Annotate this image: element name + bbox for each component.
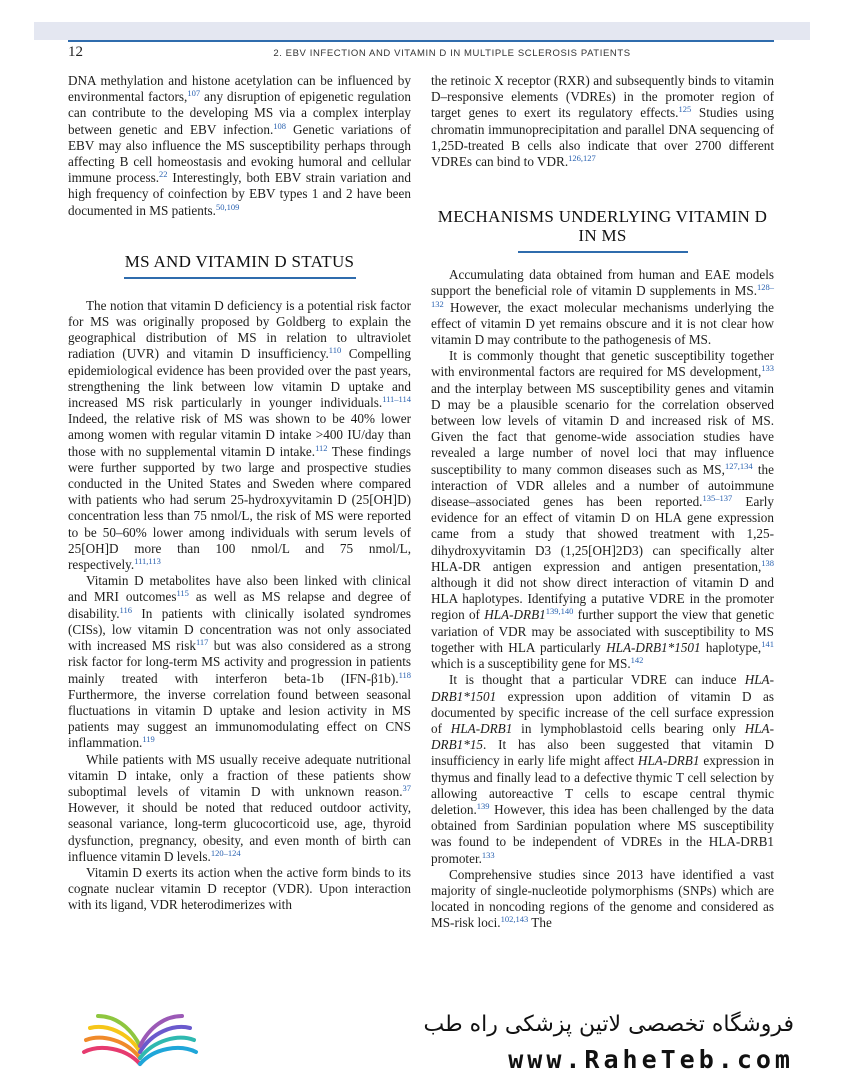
section-heading-ms-vitamin-d: MS AND VITAMIN D STATUS (124, 251, 355, 271)
open-book-logo-icon (78, 1008, 202, 1070)
citation-link[interactable]: 108 (273, 120, 287, 131)
citation-link[interactable]: 139,140 (545, 606, 574, 617)
citation-link[interactable]: 112 (315, 442, 328, 453)
citation-link[interactable]: 120–124 (210, 847, 241, 858)
left-column (68, 73, 411, 914)
citation-link[interactable]: 102,143 (500, 914, 529, 925)
citation-link[interactable]: 116 (119, 604, 132, 615)
paragraph: It is thought that a particular VDRE can induce HLA-DRB1*1501 expression upon addition of vitamin D as documented by specific increase of the cell surface expression of HLA-DRB1 in lymphoblastoid cells bearing only HLA-DRB1*15. It has also been suggested that vitamin D insufficiency in early life might affect HLA-DRB1 expression in thymus and finally lead to a defective thymic T cell selection by allowing autoreactive T cells to escape central thymic deletion.$^{139}$ However, this idea has been challenged by the data obtained from Sardinian population where MS susceptibility was found to be independent of VDREs in the HLA-DRB1 promoter.$^{133}$ (431, 672, 774, 866)
citation-link[interactable]: 127,134 (724, 460, 753, 471)
citation-link[interactable]: 133 (481, 849, 495, 860)
gene-name: HLA-DRB1*1501 (431, 672, 774, 704)
citation-link[interactable]: 111,113 (134, 556, 161, 567)
citation-link[interactable]: 118 (398, 669, 411, 680)
section-heading-mechanisms: MECHANISMS UNDERLYING VITAMIN D IN MS (437, 207, 768, 246)
citation-link[interactable]: 128–132 (431, 282, 774, 309)
brand-persian-text: فروشگاه تخصصی لاتین پزشکی راه طب (423, 1012, 794, 1037)
citation-link[interactable]: 117 (195, 637, 209, 648)
paragraph: Accumulating data obtained from human and EAE models support the beneficial role of vitamin D supplements in MS.$^{128-132}$ However, the exact molecular mechanisms underlying the effect of vitamin D yet remains obscure and it is not clear how vitamin D may contribute to the pathogenesis of MS. (431, 267, 774, 348)
paragraph: While patients with MS usually receive adequate nutritional vitamin D intake, only a fraction of these patients show suboptimal levels of vitamin D with unknown reason.$^{37}$ However, it should be noted that reduced outdoor activity, seasonal variance, long-term glucocorticoid use, age, thyroid dysfunction, pregnancy, obesity, and even month of birth can influence vitamin D levels.$^{120-124}$ (68, 751, 411, 864)
citation-link[interactable]: 139 (476, 800, 490, 811)
paragraph: DNA methylation and histone acetylation can be influenced by environmental factors,$^{107}$ any disruption of epigenetic regulation can contribute to the developing MS via a complex interplay between genetic and EBV infection.$^{108}$ Genetic variations of EBV may also influence the MS susceptibility perhaps through affecting B cell homeostasis and evoking humoral and cellular immune process.$^{22}$ Interestingly, both EBV strain variation and high frequency of coinfection by EBV types 1 and 2 have been documented in MS patients.$^{50,109}$ (68, 73, 411, 218)
gene-name: HLA-DRB1*1501 (606, 639, 701, 655)
citation-link[interactable]: 119 (142, 734, 155, 745)
citation-link[interactable]: 141 (761, 638, 774, 649)
citation-link[interactable]: 107 (187, 88, 201, 99)
citation-link[interactable]: 138 (761, 557, 774, 568)
brand-url: www.RaheTeb.com (508, 1045, 794, 1074)
gene-name: HLA-DRB1 (450, 720, 513, 736)
gene-name: HLA-DRB1 (484, 607, 546, 623)
header-band (34, 22, 810, 40)
citation-link[interactable]: 111–114 (382, 394, 411, 405)
citation-link[interactable]: 110 (328, 345, 342, 356)
gene-name: HLA-DRB1*15 (431, 720, 774, 753)
gene-name: HLA-DRB1 (637, 753, 700, 769)
paragraph: Vitamin D metabolites have also been linked with clinical and MRI outcomes$^{115}$ as well as MS relapse and degree of disability.$^{116}$ In patients with clinically isolated syndromes (CISs), low vitamin D concentration was not only associated with increased MS risk$^{117}$ but was also considered as a strong risk factor for long-term MS activity and progression in patients mainly treated with interferon beta-1b (IFN-β1b).$^{118}$ Furthermore, the inverse correlation found between seasonal fluctuations in vitamin D uptake and lesion activity in MS patients may suggest an immunomodulating effect on CNS inflammation.$^{119}$ (68, 573, 411, 751)
paragraph: the retinoic X receptor (RXR) and subsequently binds to vitamin D–responsive elements (VDREs) in the promoter region of target genes to exert its regulatory effects.$^{125}$ Studies using chromatin immunoprecipitation and parallel DNA sequencing of 1,25D-treated B cells also indicate that over 2700 different VDREs can bind to VDR.$^{126,127}$ (431, 73, 774, 170)
citation-link[interactable]: 133 (761, 363, 774, 374)
citation-link[interactable]: 126,127 (568, 153, 596, 164)
running-head: 2. EBV INFECTION AND VITAMIN D IN MULTIPLE SCLEROSIS PATIENTS (273, 48, 631, 59)
citation-link[interactable]: 125 (678, 104, 692, 115)
citation-link[interactable]: 37 (402, 782, 411, 793)
paragraph: It is commonly thought that genetic susceptibility together with environmental factors are required for MS development,$^{133}$ and the interplay between MS susceptibility genes and vitamin D may be a plausible scenario for the correlation observed between low levels of vitamin D and increased risk of MS. Given the fact that genome-wide association studies have revealed a large number of novel loci that may influence susceptibility to many common diseases such as MS,$^{127,134}$ the interaction of VDR alleles and a number of autoimmune disease–associated genes has been reported.$^{135-137}$ Early evidence for an effect of vitamin D on HLA gene expression came from a study that showed treatment with 1,25-dihydroxyvitamin D3 (1,25[OH]2D3) can specifically alter HLA-DR antigen expression and antigen presentation,$^{138}$ although it did not show direct interaction of vitamin D and HLA haplotypes. Identifying a putative VDRE in the promoter region of HLA-DRB1$^{139,140}$ further support the view that genetic variation of VDR may be associated with susceptibility to MS together with HLA particularly HLA-DRB1*1501 haplotype,$^{141}$ which is a susceptibility gene for MS.$^{142}$ (431, 348, 774, 672)
paragraph: Vitamin D exerts its action when the active form binds to its cognate nuclear vitamin D receptor (VDR). Upon interaction with its ligand, VDR heterodimerizes with (68, 864, 411, 913)
citation-link[interactable]: 142 (630, 655, 644, 666)
right-column (431, 73, 774, 932)
citation-link[interactable]: 115 (176, 588, 189, 599)
citation-link[interactable]: 22 (159, 169, 168, 180)
header-rule (68, 40, 774, 42)
citation-link[interactable]: 50,109 (215, 201, 240, 212)
page-number: 12 (68, 44, 83, 60)
paragraph: The notion that vitamin D deficiency is a potential risk factor for MS was originally proposed by Goldberg to explain the geographical distribution of MS in relation to ultraviolet radiation (UVR) and vitamin D insufficiency.$^{110}$ Compelling epidemiological evidence has been provided over the past years, strengthening the link between low vitamin D uptake and increased MS risk particularly in younger individuals.$^{111-114}$ Indeed, the relative risk of MS was shown to be 40% lower among women with regular vitamin D intake >400 IU/day than those with no supplemental vitamin D intake.$^{112}$ These findings were further supported by two large and prospective studies conducted in the United States and Sweden where compared with patients who had serum 25-hydroxyvitamin D (25[OH]D) concentration less than 75 nmol/L, the risk of MS were reported to be 50–60% lower among individuals with serum levels of 25[OH]D more than 100 nmol/L and 75 nmol/L, respectively.$^{111,113}$ (68, 297, 411, 573)
paragraph: Comprehensive studies since 2013 have identified a vast majority of single-nucleotide polymorphisms (SNPs) which are located in noncoding regions of the genome and considered as MS-risk loci.$^{102,143}$ The (431, 866, 774, 931)
citation-link[interactable]: 135–137 (702, 493, 733, 504)
